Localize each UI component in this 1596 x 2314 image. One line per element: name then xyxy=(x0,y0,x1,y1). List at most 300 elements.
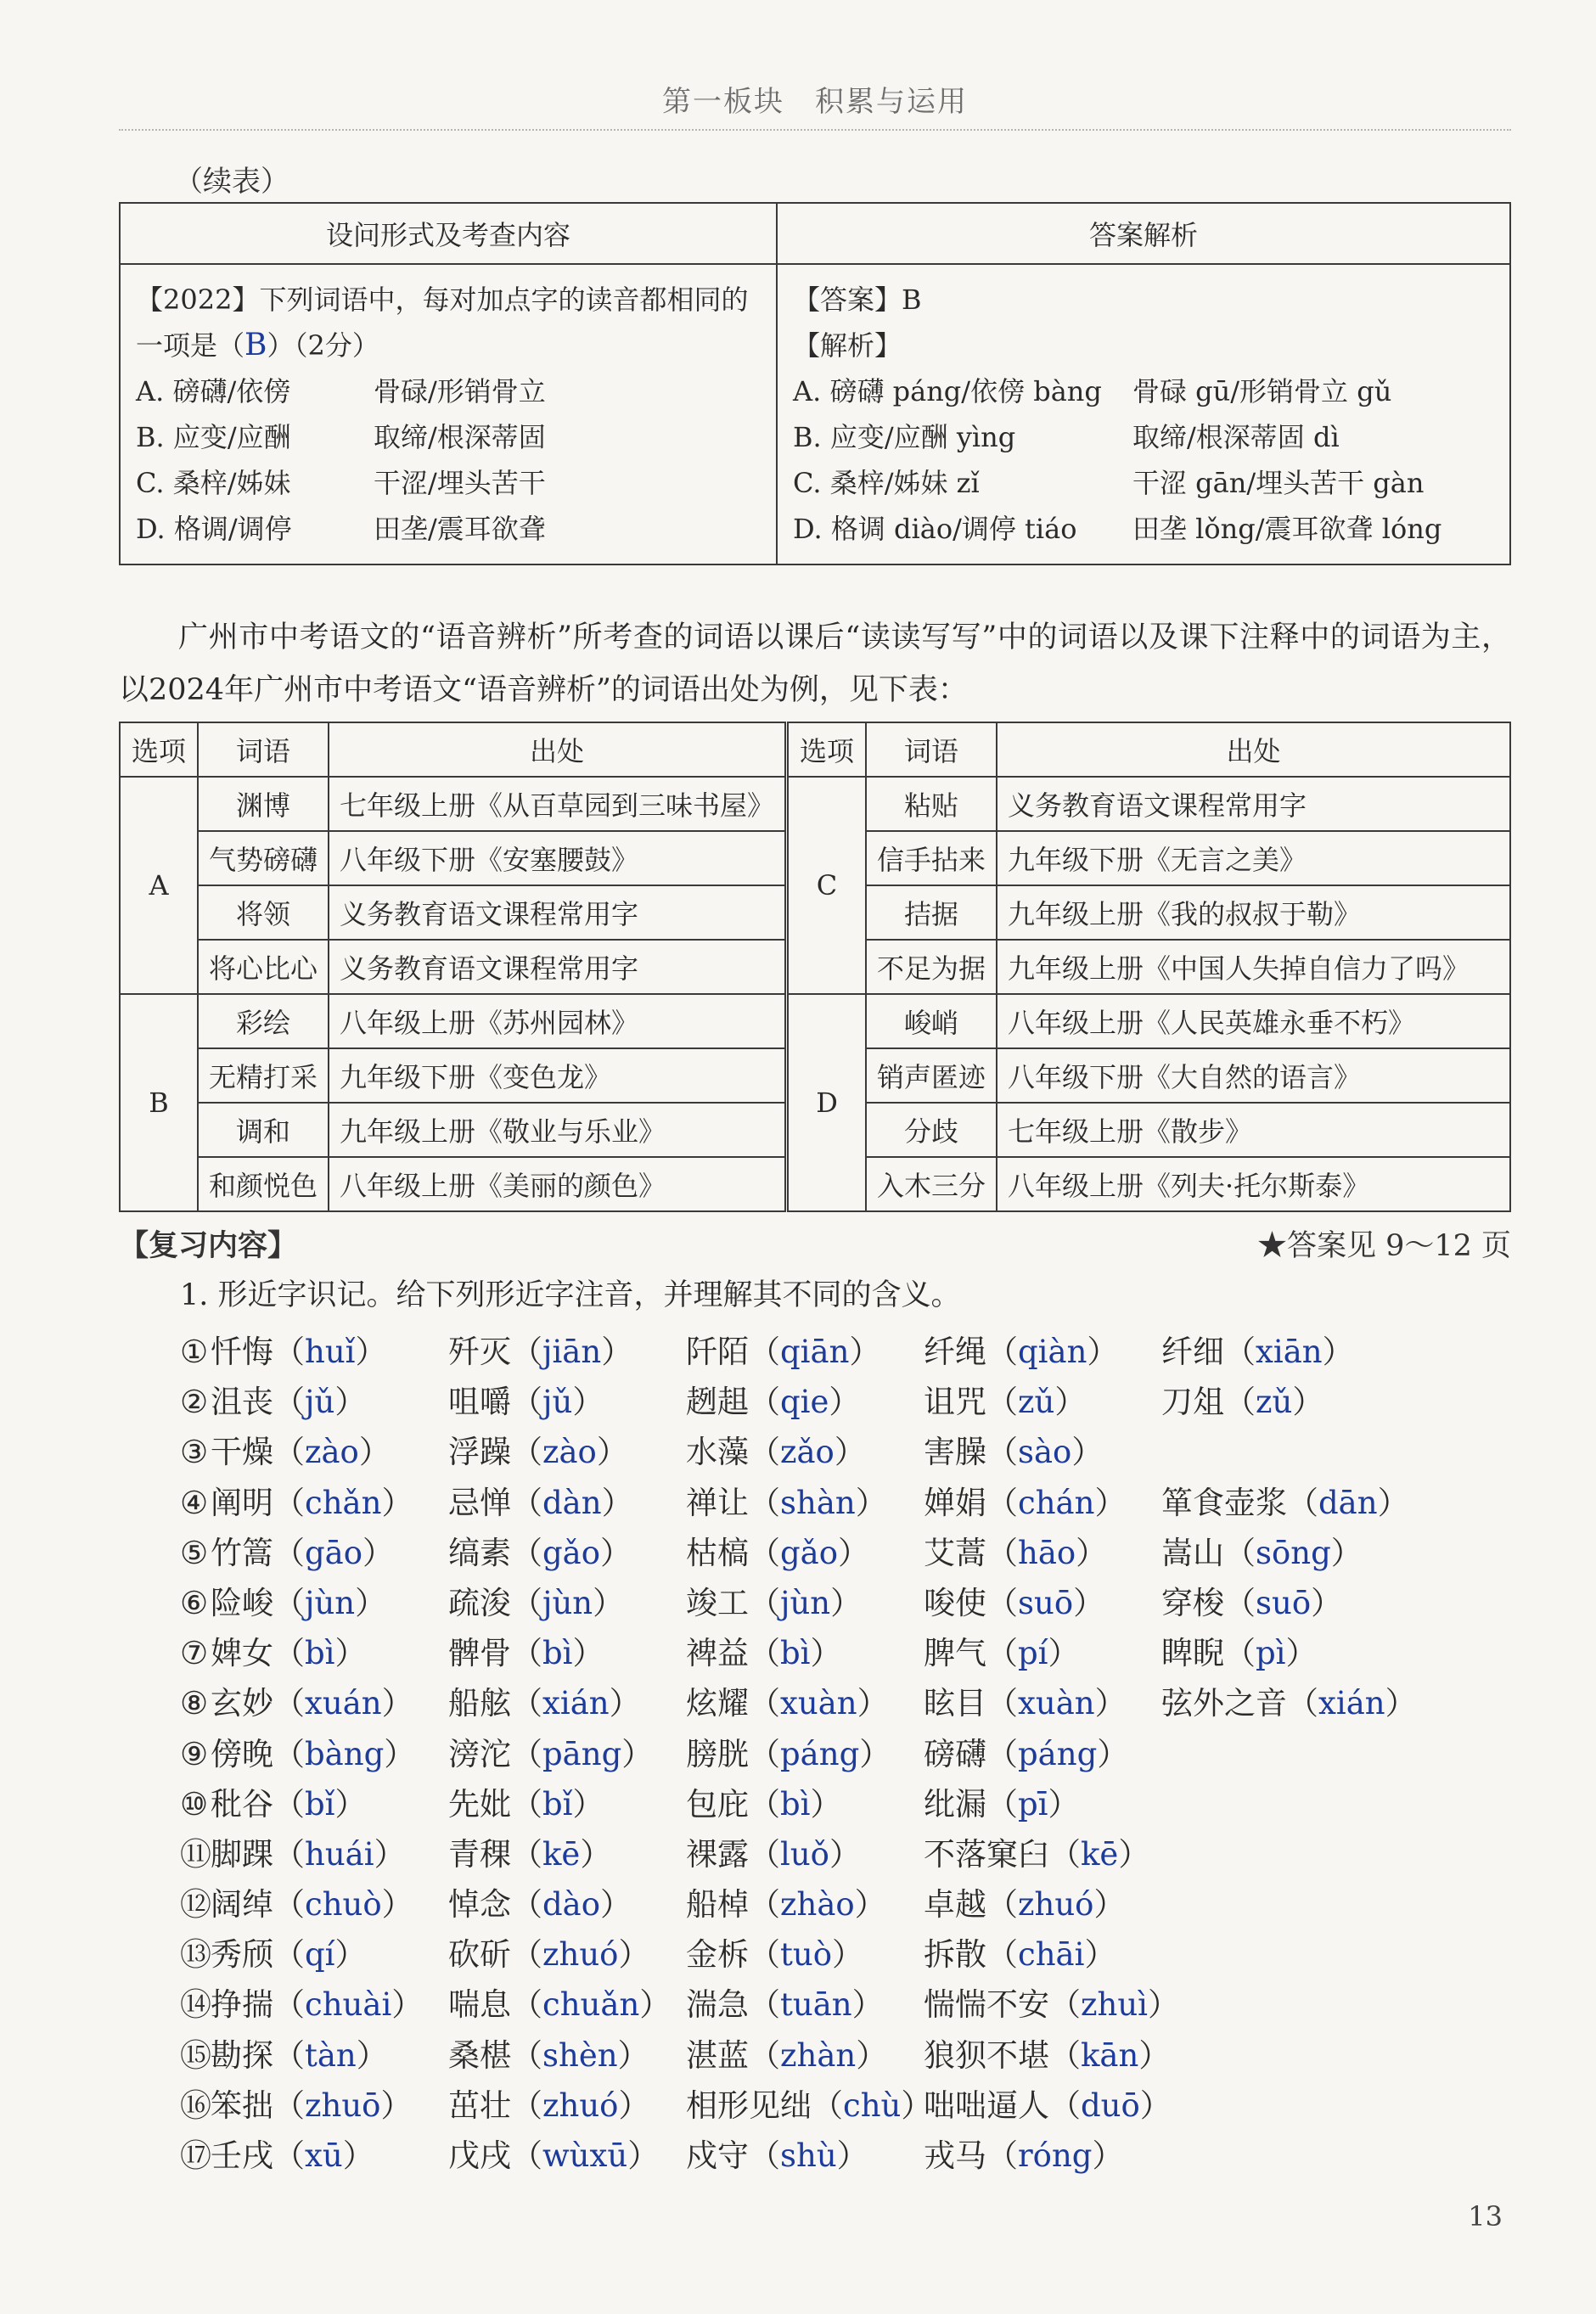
exercise-item: ④阐明（chǎn） xyxy=(180,1484,413,1521)
word: 竣工 xyxy=(686,1584,749,1621)
pinyin-answer: wùxū xyxy=(542,2137,628,2174)
exercise-item: 裨益（bì） xyxy=(686,1635,842,1672)
word: 竹篙 xyxy=(211,1534,273,1571)
row-number: ⑫ xyxy=(180,1886,211,1924)
exercise-item: ⑦婢女（bì） xyxy=(180,1635,367,1672)
word: 喘息 xyxy=(448,1986,511,2024)
exercise-item: 诅咒（zǔ） xyxy=(924,1384,1087,1421)
word: 疏浚 xyxy=(448,1584,511,1621)
pinyin-answer: qie xyxy=(780,1384,829,1421)
word: 嵩山 xyxy=(1161,1534,1224,1571)
word-cell: 信手拈来 xyxy=(866,831,997,885)
source-cell: 七年级上册《散步》 xyxy=(997,1103,1510,1157)
exercise-item: 船棹（zhào） xyxy=(686,1886,886,1924)
word: 忌惮 xyxy=(448,1484,511,1521)
exercise-item: 悼念（dào） xyxy=(448,1886,632,1924)
continued-label: （续表） xyxy=(174,165,289,199)
exercise-item: ⑯笨拙（zhuō） xyxy=(180,2080,412,2126)
exercise-item: 害臊（sào） xyxy=(924,1434,1104,1471)
word: 纤绳 xyxy=(924,1334,986,1370)
exercise-item: 磅礴（páng） xyxy=(924,1735,1129,1772)
pinyin-answer: chǎn xyxy=(305,1484,382,1521)
word: 婢女 xyxy=(211,1635,273,1672)
col-option: 选项 xyxy=(120,722,198,777)
pinyin-answer: sào xyxy=(1018,1434,1072,1471)
col-word-2: 词语 xyxy=(866,722,997,777)
source-cell: 八年级下册《大自然的语言》 xyxy=(997,1048,1510,1103)
exercise-item: 青稞（kē） xyxy=(448,1835,612,1873)
exercise-item: 疏浚（jùn） xyxy=(448,1584,625,1621)
row-number: ⑭ xyxy=(180,1986,211,2024)
word: 婵娟 xyxy=(924,1484,986,1521)
word: 膀胱 xyxy=(686,1735,749,1772)
option-d: D. 格调/调停 田垄/震耳欲聋 xyxy=(136,513,546,545)
source-cell: 义务教育语文课程常用字 xyxy=(329,940,787,994)
word: 害臊 xyxy=(924,1434,986,1471)
pinyin-answer: jùn xyxy=(542,1584,593,1621)
word-cell: 和颜悦色 xyxy=(198,1157,329,1211)
source-cell: 八年级上册《苏州园林》 xyxy=(329,994,787,1048)
exercise-item: 惴惴不安（zhuì） xyxy=(924,1986,1179,2024)
exercise-item: 戊戌（wùxū） xyxy=(448,2137,660,2174)
word: 狼狈不堪 xyxy=(924,2036,1049,2074)
word-cell: 无精打采 xyxy=(198,1048,329,1103)
source-cell: 八年级上册《列夫·托尔斯泰》 xyxy=(997,1157,1510,1211)
word: 包庇 xyxy=(686,1785,749,1823)
word: 秀颀 xyxy=(211,1936,273,1974)
word-cell: 将心比心 xyxy=(198,940,329,994)
option-letter: D xyxy=(787,994,867,1211)
exercise-item: 裸露（luǒ） xyxy=(686,1835,861,1873)
word: 玄妙 xyxy=(211,1685,273,1722)
pinyin-answer: tuò xyxy=(780,1936,832,1974)
exercise-item: 纰漏（pī） xyxy=(924,1785,1080,1823)
row-number: ⑧ xyxy=(180,1685,209,1722)
source-cell: 七年级上册《从百草园到三味书屋》 xyxy=(329,777,787,831)
row-number: ① xyxy=(180,1334,209,1370)
pinyin-answer: xián xyxy=(542,1685,610,1722)
pinyin-answer: bǐ xyxy=(305,1785,335,1823)
intro-paragraph: 广州市中考语文的“语音辨析”所考查的词语以课后“读读写写”中的词语以及课下注释中的词语为主，以2024年广州市中考语文“语音辨析”的词语出处为例，见下表： xyxy=(119,621,1511,707)
exercise-item: ⑥险峻（jùn） xyxy=(180,1584,387,1621)
analysis-c: C. 桑梓/姊妹 zǐ 干涩 gān/埋头苦干 gàn xyxy=(793,467,1425,499)
pinyin-answer: pī xyxy=(1018,1785,1048,1823)
row-number: ⑨ xyxy=(180,1735,209,1772)
word: 脾气 xyxy=(924,1635,986,1672)
exercise-item: ⑬秀颀（qí） xyxy=(180,1929,367,1974)
pinyin-answer: zhuó xyxy=(542,2087,619,2124)
word: 茁壮 xyxy=(448,2087,511,2124)
pinyin-answer: jùn xyxy=(780,1584,831,1621)
word: 勘探 xyxy=(211,2036,273,2074)
col-source: 出处 xyxy=(329,722,787,777)
exercise-item: 金柝（tuò） xyxy=(686,1936,863,1974)
exercise-item: 浮躁（zào） xyxy=(448,1434,628,1471)
source-cell: 九年级上册《中国人失掉自信力了吗》 xyxy=(997,940,1510,994)
pinyin-answer: pí xyxy=(1018,1635,1048,1672)
row-number: ⑪ xyxy=(180,1835,211,1873)
word-cell: 彩绘 xyxy=(198,994,329,1048)
source-cell: 九年级下册《变色龙》 xyxy=(329,1048,787,1103)
pinyin-answer: chù xyxy=(843,2087,902,2124)
source-cell: 八年级下册《安塞腰鼓》 xyxy=(329,831,787,885)
pinyin-answer: suō xyxy=(1256,1584,1312,1621)
pinyin-answer: hāo xyxy=(1018,1534,1076,1571)
header-analysis: 答案解析 xyxy=(777,203,1510,264)
pinyin-answer: gāo xyxy=(305,1534,363,1571)
word: 眩目 xyxy=(924,1685,986,1722)
pinyin-answer: chuǎn xyxy=(542,1986,640,2024)
pinyin-answer: zǎo xyxy=(780,1434,835,1471)
pinyin-answer: gǎo xyxy=(780,1534,839,1571)
option-letter: B xyxy=(120,994,198,1211)
word: 沮丧 xyxy=(211,1384,273,1421)
pinyin-answer: suō xyxy=(1018,1584,1074,1621)
exercise-item: ③干燥（zào） xyxy=(180,1434,391,1471)
word: 阔绰 xyxy=(211,1886,273,1924)
pinyin-answer: xuàn xyxy=(780,1685,857,1722)
word: 裨益 xyxy=(686,1635,749,1672)
word: 艾蒿 xyxy=(924,1534,986,1571)
word: 脚踝 xyxy=(211,1835,273,1873)
exercise-item: 拆散（chāi） xyxy=(924,1936,1116,1974)
col-source-2: 出处 xyxy=(997,722,1510,777)
row-number: ⑦ xyxy=(180,1635,209,1672)
word-cell: 调和 xyxy=(198,1103,329,1157)
pinyin-answer: zhàn xyxy=(780,2036,857,2074)
exercise-item: 相形见绌（chù） xyxy=(686,2087,933,2124)
word: 壬戌 xyxy=(211,2137,273,2174)
word: 船舷 xyxy=(448,1685,511,1722)
word-cell: 气势磅礴 xyxy=(198,831,329,885)
exercise-item: ①忏悔（huǐ） xyxy=(180,1334,387,1370)
word: 忏悔 xyxy=(211,1334,273,1370)
header-divider xyxy=(119,129,1511,131)
exercise-item: ⑰壬戌（xū） xyxy=(180,2130,374,2176)
pinyin-answer: zhuó xyxy=(1018,1886,1094,1924)
exercise-item: ②沮丧（jǔ） xyxy=(180,1384,367,1421)
word: 险峻 xyxy=(211,1584,273,1621)
word: 青稞 xyxy=(448,1835,511,1873)
source-row xyxy=(120,777,1510,831)
pinyin-answer: zhào xyxy=(780,1886,855,1924)
word: 秕谷 xyxy=(211,1785,273,1823)
exercise-item: 包庇（bì） xyxy=(686,1785,842,1823)
pinyin-answer: tuān xyxy=(780,1986,852,2024)
exercise-item: 禅让（shàn） xyxy=(686,1484,887,1521)
pinyin-answer: xuán xyxy=(305,1685,382,1722)
pinyin-answer: kē xyxy=(1081,1835,1119,1873)
pinyin-answer: páng xyxy=(780,1735,860,1772)
exercise-item: 卓越（zhuó） xyxy=(924,1886,1126,1924)
word: 磅礴 xyxy=(924,1735,986,1772)
word: 咀嚼 xyxy=(448,1384,511,1421)
exercise-item: 戎马（róng） xyxy=(924,2137,1124,2174)
pinyin-answer: sōng xyxy=(1256,1534,1331,1571)
word: 趔趄 xyxy=(686,1384,749,1421)
pinyin-answer: shèn xyxy=(542,2036,618,2074)
exercise-item: 茁壮（zhuó） xyxy=(448,2087,650,2124)
word: 戎马 xyxy=(924,2137,986,2174)
pinyin-answer: dào xyxy=(542,1886,601,1924)
exercise-item: 船舷（xián） xyxy=(448,1685,641,1722)
analysis-a: A. 磅礴 páng/依傍 bàng 骨碌 gū/形销骨立 gǔ xyxy=(793,375,1392,407)
exercise-item: 湛蓝（zhàn） xyxy=(686,2036,888,2074)
word: 诅咒 xyxy=(924,1384,986,1421)
option-letter: C xyxy=(787,777,867,994)
analysis-cell xyxy=(777,264,1510,564)
handwritten-answer: B xyxy=(244,328,267,362)
pinyin-answer: zào xyxy=(542,1434,597,1471)
exercise-item: 咄咄逼人（duō） xyxy=(924,2087,1172,2124)
word: 戊戌 xyxy=(448,2137,511,2174)
exercise-item: 竣工（jùn） xyxy=(686,1584,863,1621)
word-cell: 不足为据 xyxy=(866,940,997,994)
pinyin-answer: páng xyxy=(1018,1735,1098,1772)
exercise-item: 趔趄（qie） xyxy=(686,1384,861,1421)
col-option-2: 选项 xyxy=(787,722,867,777)
pinyin-answer: kān xyxy=(1081,2036,1139,2074)
exercise-item: 戍守（shù） xyxy=(686,2137,868,2174)
row-number: ⑮ xyxy=(180,2036,211,2074)
pinyin-answer: huǐ xyxy=(305,1334,356,1370)
exercise-item: 纤绳（qiàn） xyxy=(924,1334,1119,1370)
exercise-item: 砍斫（zhuó） xyxy=(448,1936,650,1974)
word: 炫耀 xyxy=(686,1685,749,1722)
exercise-item: ⑩秕谷（bǐ） xyxy=(180,1785,367,1823)
exercise-item: 咀嚼（jǔ） xyxy=(448,1384,604,1421)
source-cell: 九年级下册《无言之美》 xyxy=(997,831,1510,885)
source-cell: 八年级上册《美丽的颜色》 xyxy=(329,1157,787,1211)
exercise-item: 不落窠臼（kē） xyxy=(924,1835,1150,1873)
analysis-d: D. 格调 diào/调停 tiáo 田垄 lǒng/震耳欲聋 lóng xyxy=(793,513,1442,545)
pinyin-answer: jǔ xyxy=(542,1384,573,1421)
pinyin-answer: shù xyxy=(780,2137,837,2174)
pinyin-answer: bì xyxy=(542,1635,573,1672)
pinyin-answer: dān xyxy=(1318,1484,1378,1521)
word: 箪食壶浆 xyxy=(1161,1484,1287,1521)
col-word: 词语 xyxy=(198,722,329,777)
word: 浮躁 xyxy=(448,1434,511,1471)
pinyin-answer: chuài xyxy=(305,1986,392,2024)
source-table xyxy=(119,722,1511,1212)
pinyin-answer: zhuì xyxy=(1081,1986,1148,2024)
pinyin-answer: qiān xyxy=(780,1334,850,1370)
exercise-item: 桑椹（shèn） xyxy=(448,2036,649,2074)
word-cell: 销声匿迹 xyxy=(866,1048,997,1103)
row-number: ⑯ xyxy=(180,2087,211,2124)
pinyin-answer: duō xyxy=(1081,2087,1140,2124)
word: 髀骨 xyxy=(448,1635,511,1672)
question-stem-2: 一项是（B）（2分） xyxy=(136,328,379,362)
word: 悼念 xyxy=(448,1886,511,1924)
pinyin-answer: xián xyxy=(1318,1685,1385,1722)
source-row xyxy=(120,994,1510,1048)
pinyin-answer: shàn xyxy=(780,1484,856,1521)
word: 裸露 xyxy=(686,1835,749,1873)
pinyin-answer: zhuō xyxy=(305,2087,381,2124)
exercise-item: 睥睨（pì） xyxy=(1161,1635,1318,1672)
exercise-item: 狼狈不堪（kān） xyxy=(924,2036,1171,2074)
word: 傍晚 xyxy=(211,1735,273,1772)
word: 金柝 xyxy=(686,1936,749,1974)
word-cell: 峻峭 xyxy=(866,994,997,1048)
word: 湍急 xyxy=(686,1986,749,2024)
pinyin-answer: pì xyxy=(1256,1635,1286,1672)
pinyin-answer: jiān xyxy=(542,1334,602,1370)
word: 纰漏 xyxy=(924,1785,986,1823)
exercise-item: 缟素（gǎo） xyxy=(448,1534,632,1571)
question-stem: 【2022】下列词语中，每对加点字的读音都相同的 xyxy=(136,284,749,316)
pinyin-answer: bì xyxy=(305,1635,335,1672)
running-header: 第一板块 积累与运用 xyxy=(662,85,968,119)
pinyin-answer: huái xyxy=(305,1835,374,1873)
pinyin-answer: bàng xyxy=(305,1735,385,1772)
word-cell: 粘贴 xyxy=(866,777,997,831)
word: 干燥 xyxy=(211,1434,273,1471)
exercise-item: 忌惮（dàn） xyxy=(448,1484,633,1521)
option-c: C. 桑梓/姊妹 干涩/埋头苦干 xyxy=(136,467,546,499)
exercise-item: 水藻（zǎo） xyxy=(686,1434,866,1471)
analysis-b: B. 应变/应酬 yìng 取缔/根深蒂固 dì xyxy=(793,421,1340,453)
word: 阐明 xyxy=(211,1484,273,1521)
pinyin-answer: bǐ xyxy=(542,1785,573,1823)
exercise-item: 滂沱（pāng） xyxy=(448,1735,654,1772)
word: 桑椹 xyxy=(448,2036,511,2074)
exercise-item: 穿梭（suō） xyxy=(1161,1584,1343,1621)
word: 卓越 xyxy=(924,1886,986,1924)
word-cell: 分歧 xyxy=(866,1103,997,1157)
review-heading: 【复习内容】 xyxy=(119,1228,298,1263)
row-number: ④ xyxy=(180,1484,209,1521)
exercise-item: 湍急（tuān） xyxy=(686,1986,884,2024)
pinyin-answer: xū xyxy=(305,2137,343,2174)
exercise-item: ⑧玄妙（xuán） xyxy=(180,1685,413,1722)
exercise-item: 先妣（bǐ） xyxy=(448,1785,604,1823)
word: 砍斫 xyxy=(448,1936,511,1974)
word: 相形见绌 xyxy=(686,2087,812,2124)
word: 戍守 xyxy=(686,2137,749,2174)
pinyin-answer: zǔ xyxy=(1018,1384,1055,1421)
answer-line: 【答案】B xyxy=(793,284,922,316)
pinyin-answer: luǒ xyxy=(780,1835,829,1873)
exercise-item: 喘息（chuǎn） xyxy=(448,1986,672,2024)
pinyin-answer: chán xyxy=(1018,1484,1095,1521)
exercise-item: ⑮勘探（tàn） xyxy=(180,2030,388,2075)
word: 枯槁 xyxy=(686,1534,749,1571)
source-cell: 义务教育语文课程常用字 xyxy=(997,777,1510,831)
pinyin-answer: chuò xyxy=(305,1886,382,1924)
row-number: ⑤ xyxy=(180,1534,209,1571)
word: 纤细 xyxy=(1161,1334,1224,1370)
pinyin-answer: qí xyxy=(305,1936,335,1974)
source-cell: 义务教育语文课程常用字 xyxy=(329,885,787,940)
word: 歼灭 xyxy=(448,1334,511,1370)
exercise-item: ⑭挣揣（chuài） xyxy=(180,1979,423,2025)
exercise-item: 髀骨（bì） xyxy=(448,1635,604,1672)
pinyin-answer: jǔ xyxy=(305,1384,335,1421)
row-number: ⑥ xyxy=(180,1584,209,1621)
source-cell: 九年级上册《我的叔叔于勒》 xyxy=(997,885,1510,940)
answer-reference: ★答案见 9～12 页 xyxy=(1256,1229,1511,1263)
option-a: A. 磅礴/依傍 骨碌/形销骨立 xyxy=(136,375,546,407)
word: 笨拙 xyxy=(211,2087,273,2124)
word-cell: 拮据 xyxy=(866,885,997,940)
exercise-item: 箪食壶浆（dān） xyxy=(1161,1484,1409,1521)
exercise-item: ⑫阔绰（chuò） xyxy=(180,1879,413,1924)
page-number: 13 xyxy=(1468,2200,1503,2233)
pinyin-answer: zhuó xyxy=(542,1936,619,1974)
word: 禅让 xyxy=(686,1484,749,1521)
exercise-item: 嵩山（sōng） xyxy=(1161,1534,1363,1571)
exercise-item: 婵娟（chán） xyxy=(924,1484,1127,1521)
exercise-item: 眩目（xuàn） xyxy=(924,1685,1127,1722)
row-number: ⑬ xyxy=(180,1936,211,1974)
pinyin-answer: jùn xyxy=(305,1584,356,1621)
exercise-item: 阡陌（qiān） xyxy=(686,1334,881,1370)
pinyin-answer: xiān xyxy=(1256,1334,1323,1370)
exercise-item: ⑪脚踝（huái） xyxy=(180,1828,406,1874)
exercise-item: 枯槁（gǎo） xyxy=(686,1534,870,1571)
word: 睥睨 xyxy=(1161,1635,1224,1672)
source-cell: 九年级上册《敬业与乐业》 xyxy=(329,1103,787,1157)
task-instruction: 1. 形近字识记。给下列形近字注音，并理解其不同的含义。 xyxy=(180,1278,961,1312)
word: 缟素 xyxy=(448,1534,511,1571)
pinyin-answer: pāng xyxy=(542,1735,622,1772)
source-cell: 八年级上册《人民英雄永垂不朽》 xyxy=(997,994,1510,1048)
word: 弦外之音 xyxy=(1161,1685,1287,1722)
exercise-item: 脾气（pí） xyxy=(924,1635,1080,1672)
row-number: ③ xyxy=(180,1434,209,1471)
question-table xyxy=(119,202,1511,565)
word-cell: 入木三分 xyxy=(866,1157,997,1211)
word: 挣揣 xyxy=(211,1986,273,2024)
word: 阡陌 xyxy=(686,1334,749,1370)
pinyin-answer: zào xyxy=(305,1434,359,1471)
word: 湛蓝 xyxy=(686,2036,749,2074)
pinyin-answer: bì xyxy=(780,1785,811,1823)
word: 唆使 xyxy=(924,1584,986,1621)
word: 水藻 xyxy=(686,1434,749,1471)
exercise-item: 弦外之音（xián） xyxy=(1161,1685,1417,1722)
word: 船棹 xyxy=(686,1886,749,1924)
pinyin-answer: qiàn xyxy=(1018,1334,1087,1370)
row-number: ② xyxy=(180,1384,209,1421)
pinyin-answer: bì xyxy=(780,1635,811,1672)
pinyin-answer: xuàn xyxy=(1018,1685,1095,1722)
exercise-item: 歼灭（jiān） xyxy=(448,1334,633,1370)
word-cell: 将领 xyxy=(198,885,329,940)
word: 不落窠臼 xyxy=(924,1835,1049,1873)
exercise-item: 纤细（xiān） xyxy=(1161,1334,1354,1370)
pinyin-answer: chāi xyxy=(1018,1936,1085,1974)
word: 穿梭 xyxy=(1161,1584,1224,1621)
word: 刀俎 xyxy=(1161,1384,1224,1421)
pinyin-answer: zǔ xyxy=(1256,1384,1293,1421)
exercise-item: 唆使（suō） xyxy=(924,1584,1105,1621)
row-number: ⑩ xyxy=(180,1785,209,1823)
option-b: B. 应变/应酬 取缔/根深蒂固 xyxy=(136,421,546,453)
word: 惴惴不安 xyxy=(924,1986,1049,2024)
exercise-item: 艾蒿（hāo） xyxy=(924,1534,1108,1571)
exercise-item: ⑨傍晚（bàng） xyxy=(180,1735,416,1772)
word: 滂沱 xyxy=(448,1735,511,1772)
option-letter: A xyxy=(120,777,198,994)
pinyin-answer: róng xyxy=(1018,2137,1093,2174)
word: 拆散 xyxy=(924,1936,986,1974)
word: 先妣 xyxy=(448,1785,511,1823)
pinyin-answer: kē xyxy=(542,1835,581,1873)
